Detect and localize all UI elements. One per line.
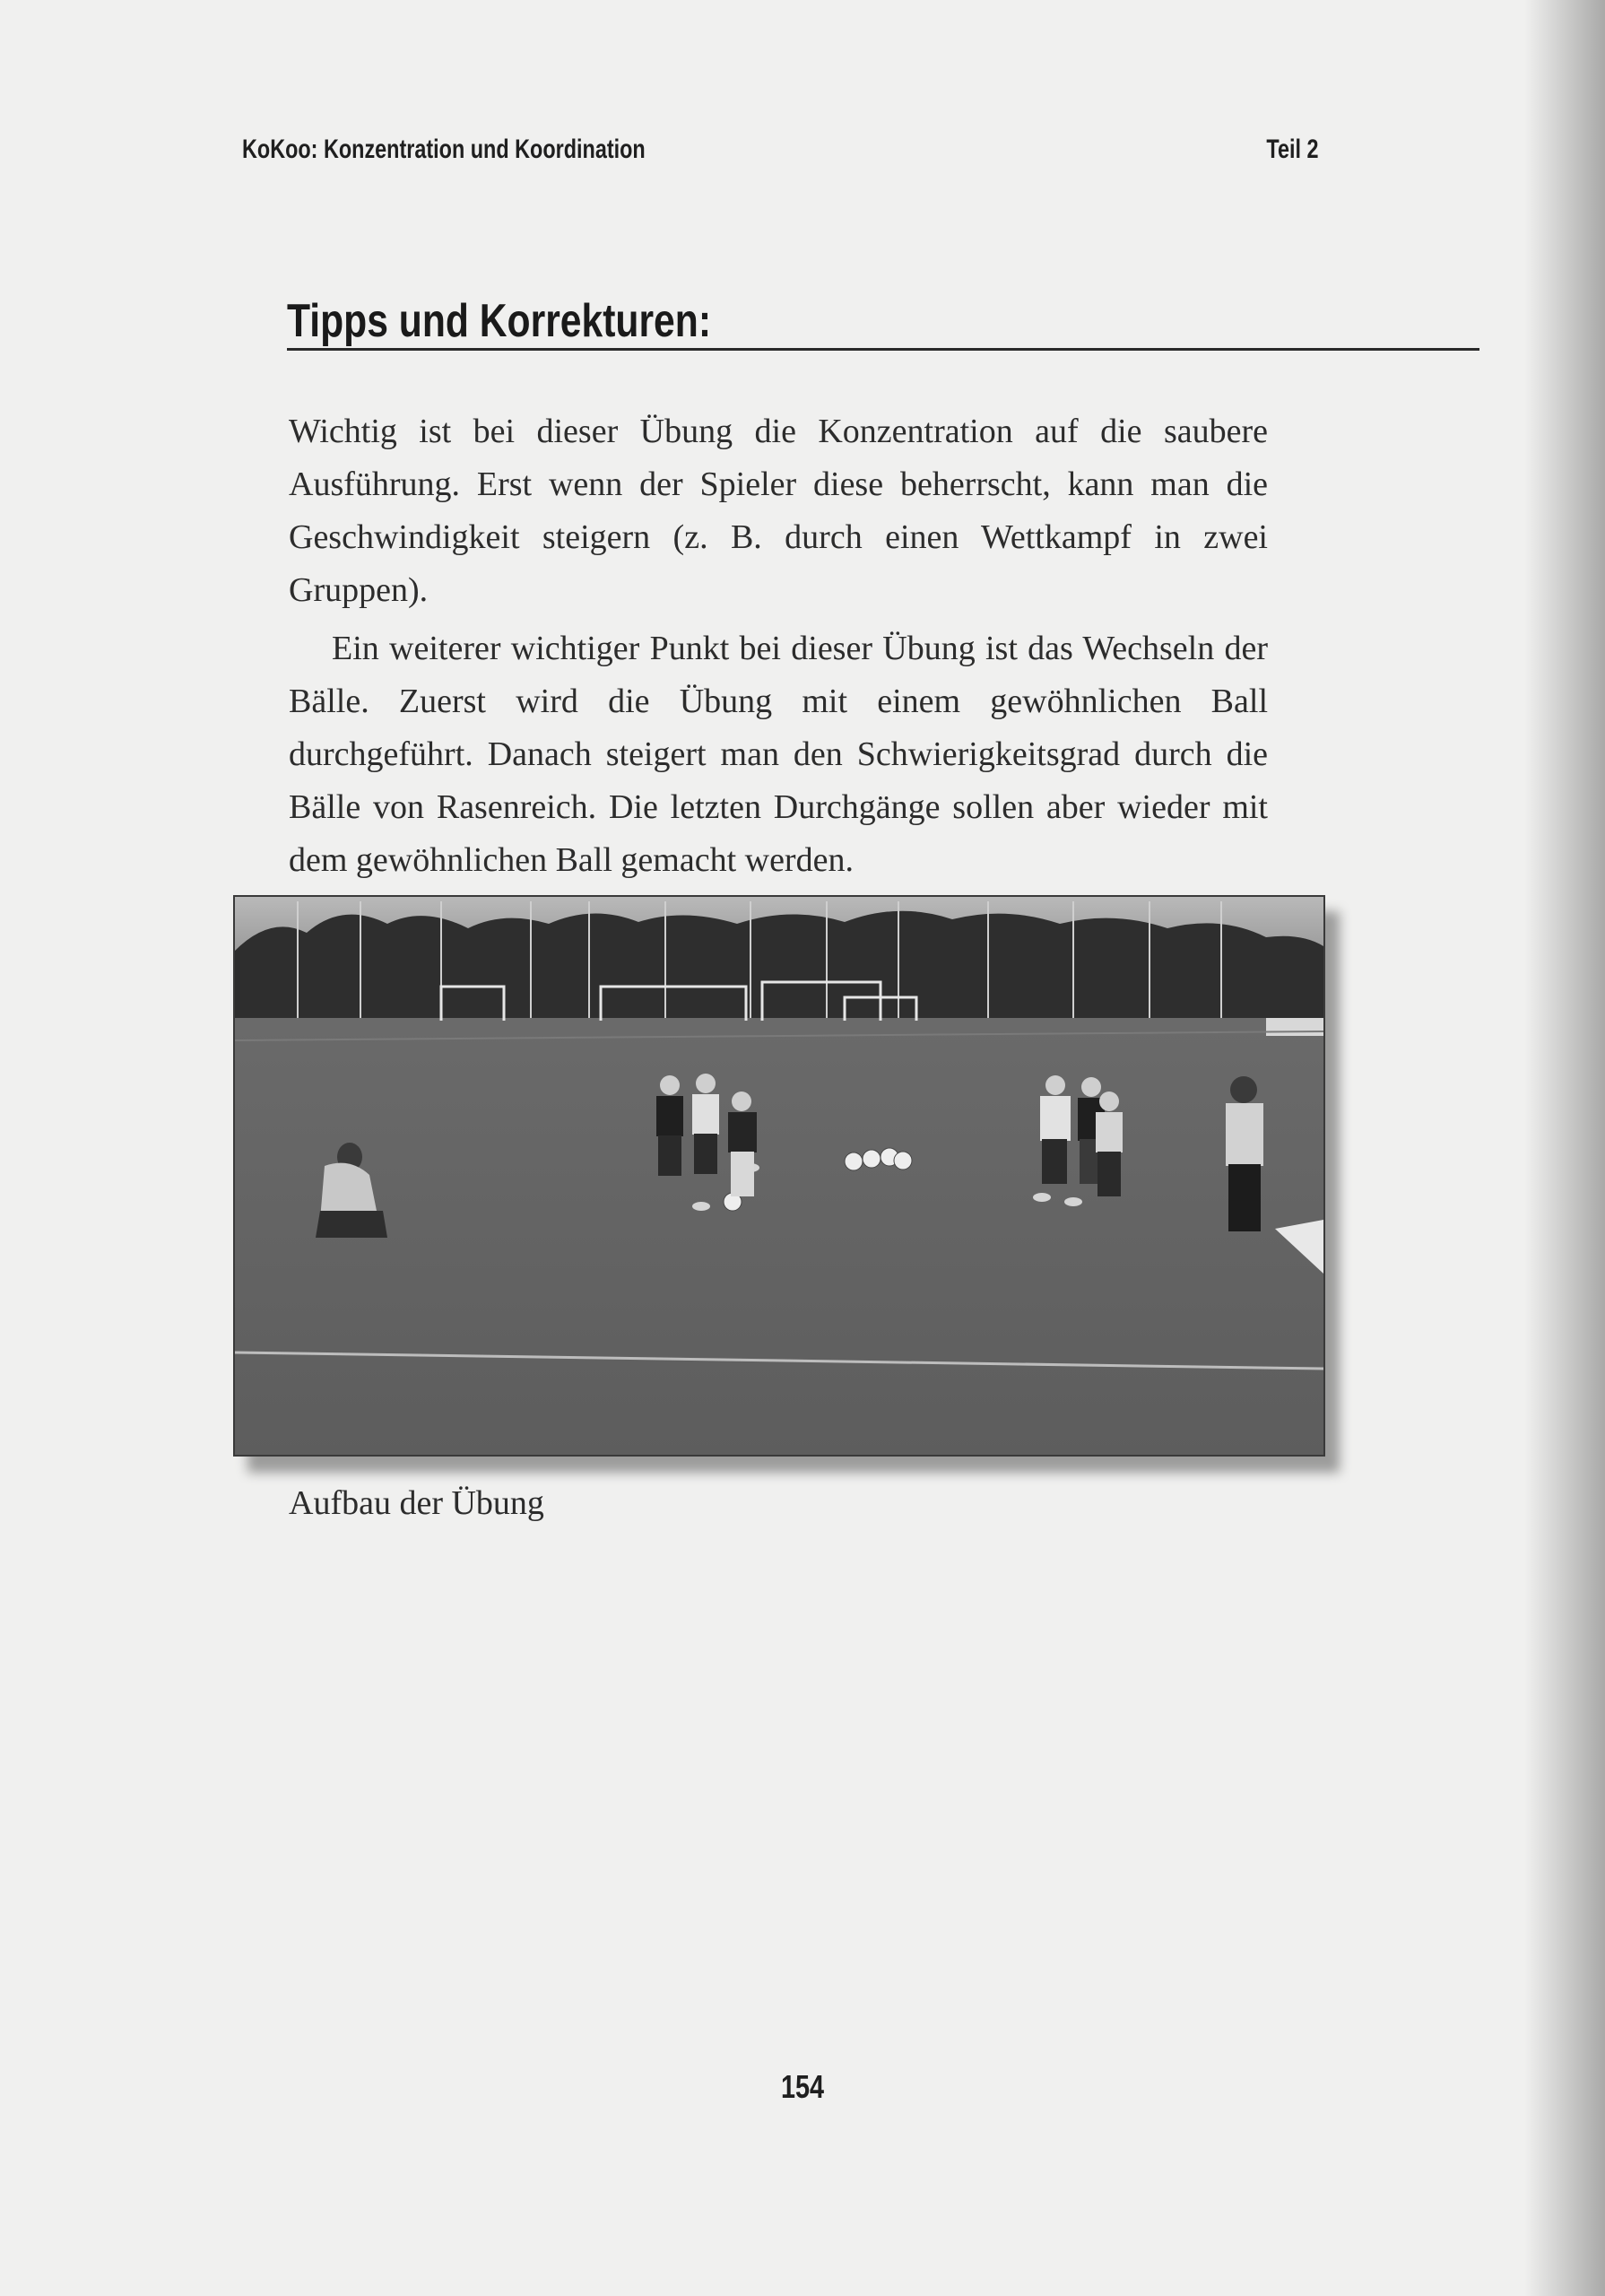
- page-edge-shadow: [1524, 0, 1605, 2296]
- part-label: Teil 2: [1265, 135, 1318, 164]
- figure-caption: Aufbau der Übung: [289, 1484, 544, 1522]
- heading-rule: [287, 348, 1479, 351]
- paragraph-2: Ein weiterer wichtiger Punkt bei dieser Übung ist das Wechseln der Bälle. Zuerst wird die Übung mit einem gewöhnlichen Ball durchgeführt. Danach steigert man den Schwierigkeitsgrad durch die Bälle von Rasenreich. Die letzten Durchgänge sollen aber wieder mit dem gewöhnlichen Ball gemacht werden.: [289, 630, 1268, 879]
- page-number: [0, 2068, 1605, 2106]
- page-number-text: 154: [780, 2068, 825, 2105]
- training-photo: [233, 895, 1325, 1457]
- paragraph-1: Wichtig ist bei dieser Übung die Konzentration auf die saubere Ausführung. Erst wenn der Spieler diese beherrscht, kann man die Geschwindigkeit steigern (z. B. durch einen Wettkampf in zwei Gruppen).: [289, 413, 1268, 609]
- body-text: [289, 405, 1268, 887]
- running-header: [242, 135, 1318, 174]
- book-title: KoKoo: Konzentration und Koordination: [242, 135, 646, 164]
- section-heading: Tipps und Korrekturen:: [287, 295, 712, 347]
- training-photo-image: [235, 897, 1323, 1455]
